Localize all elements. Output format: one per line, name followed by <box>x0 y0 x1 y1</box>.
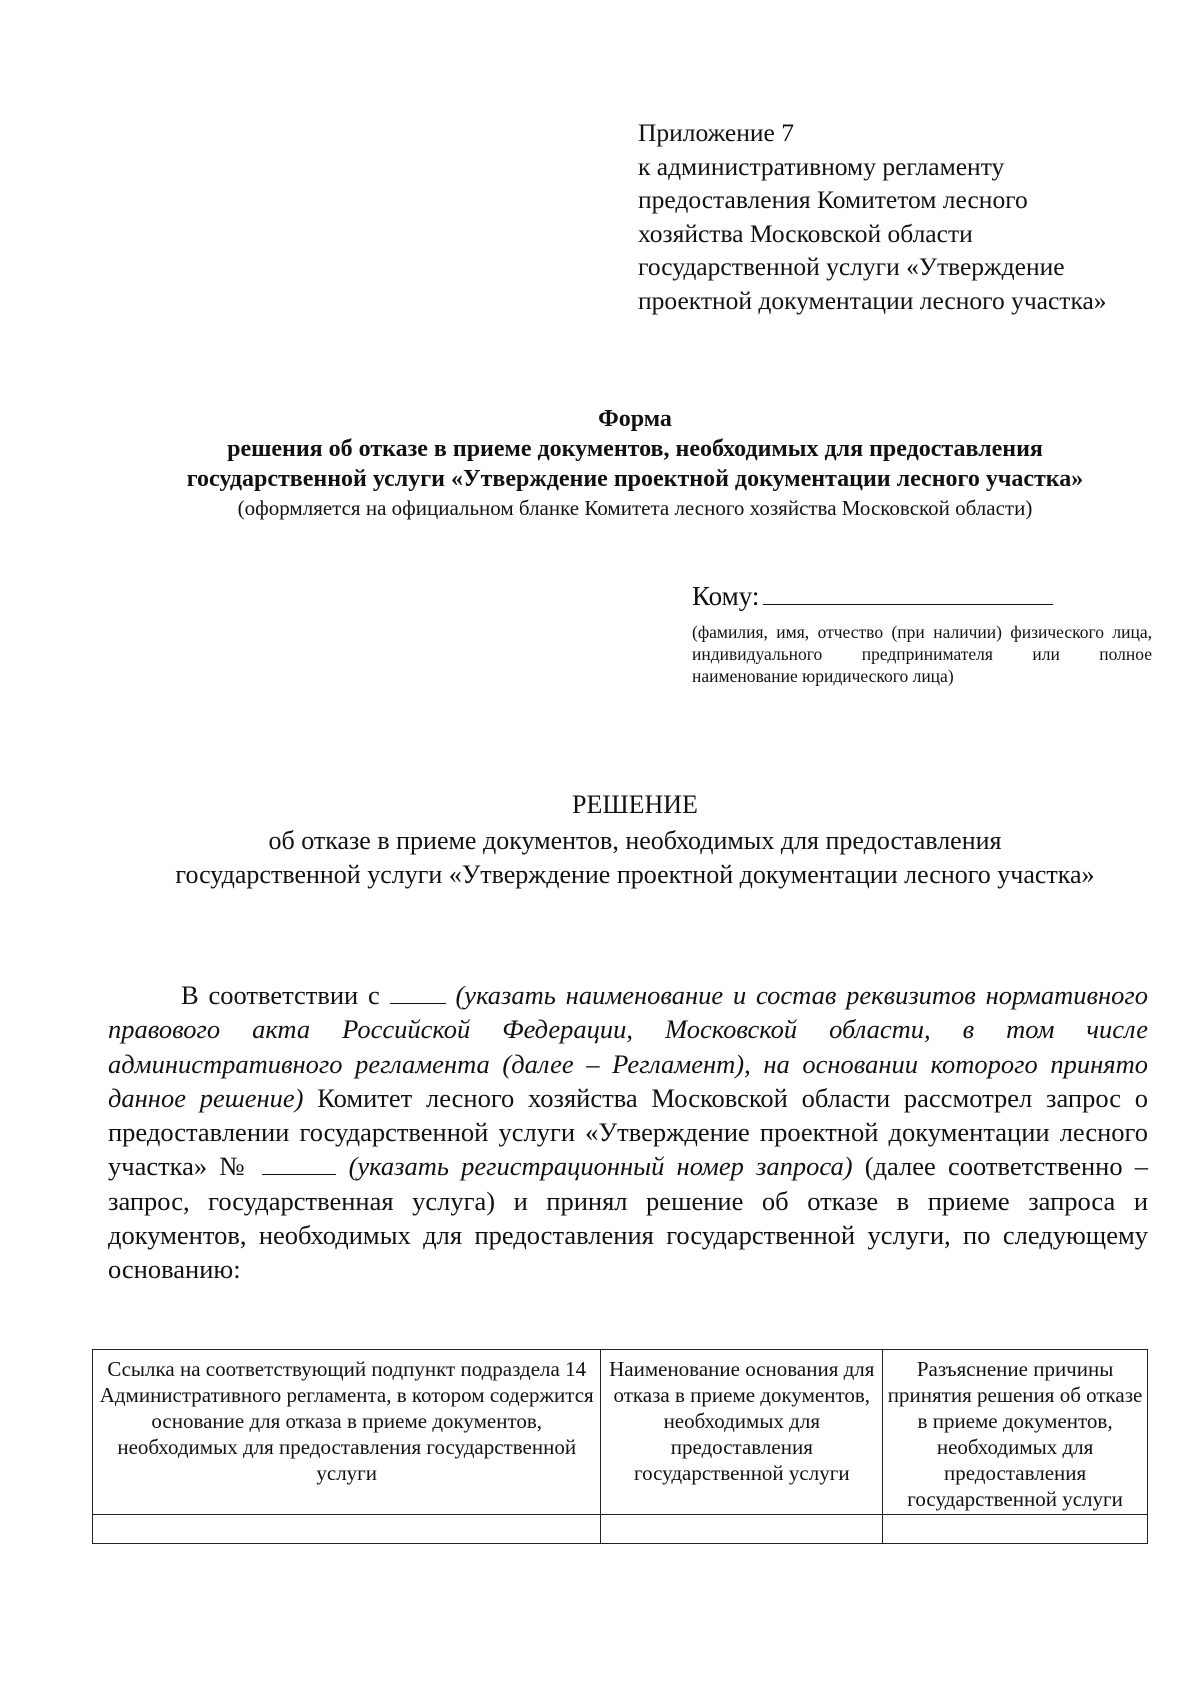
decision-heading-block <box>60 788 1200 892</box>
table-cell <box>601 1515 883 1544</box>
recipient-line <box>692 578 1152 613</box>
table-header-cell: Наименование основания для отказа в приеме документов, необходимых для предоставления государственной услуги <box>601 1350 883 1515</box>
form-note: (оформляется на официальном бланке Комитета лесного хозяйства Московской области) <box>237 496 1033 520</box>
act-blank-field <box>390 981 446 1004</box>
body-italic-part: (указать регистрационный номер запроса) <box>348 1151 853 1182</box>
form-title-line: Форма <box>598 406 672 432</box>
recipient-blank-field <box>763 578 1053 605</box>
body-text-part: В соответствии с <box>181 980 380 1010</box>
appendix-line: предоставления Комитетом лесного <box>638 185 1028 214</box>
body-italic-part: (указать наименование и состав реквизитов нормативного правового акта Российской Федерации, Московской области, в том числе административного регламента (далее – Регламент), на основании которого принято данное решение) <box>108 980 1148 1113</box>
form-title-line: государственной услуги «Утверждение проектной документации лесного участка» <box>186 466 1084 492</box>
recipient-block <box>692 578 1152 687</box>
appendix-line: хозяйства Московской области <box>638 218 973 248</box>
appendix-line: государственной услуги «Утверждение <box>638 252 1065 281</box>
table-row <box>93 1515 1148 1544</box>
request-number-blank-field <box>262 1152 336 1175</box>
appendix-line: к административному регламенту <box>638 151 1005 181</box>
recipient-hint: (фамилия, имя, отчество (при наличии) физического лица, индивидуального предпринимателя или полное наименование юридического лица) <box>692 622 1152 686</box>
appendix-line: проектной документации лесного участка» <box>638 285 1107 315</box>
appendix-line: Приложение 7 <box>638 118 794 147</box>
body-text-part: Комитет лесного хозяйства Московской области рассмотрел запрос о предоставлении государственной услуги «Утверждение проектной документации лесного участка» № <box>108 1082 1148 1182</box>
body-text-part: (далее соответственно – запрос, государственная услуга) и принял решение об отказе в приеме запроса и документов, необходимых для предоставления государственной услуги, по следующему основанию: <box>108 1151 1148 1285</box>
body-paragraph <box>108 978 1148 1287</box>
table-cell <box>883 1515 1148 1544</box>
table-header-cell: Разъяснение причины принятия решения об отказе в приеме документов, необходимых для предоставления государственной услуги <box>883 1350 1148 1515</box>
recipient-label: Кому: <box>692 581 760 611</box>
decision-subtitle-line: об отказе в приеме документов, необходимых для предоставления <box>268 826 1002 855</box>
decision-subtitle-line: государственной услуги «Утверждение проектной документации лесного участка» <box>175 860 1095 889</box>
grounds-table <box>92 1349 1148 1544</box>
table-header-row <box>93 1350 1148 1515</box>
appendix-block <box>638 116 1158 317</box>
decision-heading: РЕШЕНИЕ <box>572 790 698 819</box>
form-title <box>60 404 1200 494</box>
table-header-cell: Ссылка на соответствующий подпункт подраздела 14 Административного регламента, в котором содержится основание для отказа в приеме документов, необходимых для предоставления государственной услуги <box>93 1350 601 1515</box>
form-title-line: решения об отказе в приеме документов, необходимых для предоставления <box>227 436 1043 462</box>
table-cell <box>93 1515 601 1544</box>
